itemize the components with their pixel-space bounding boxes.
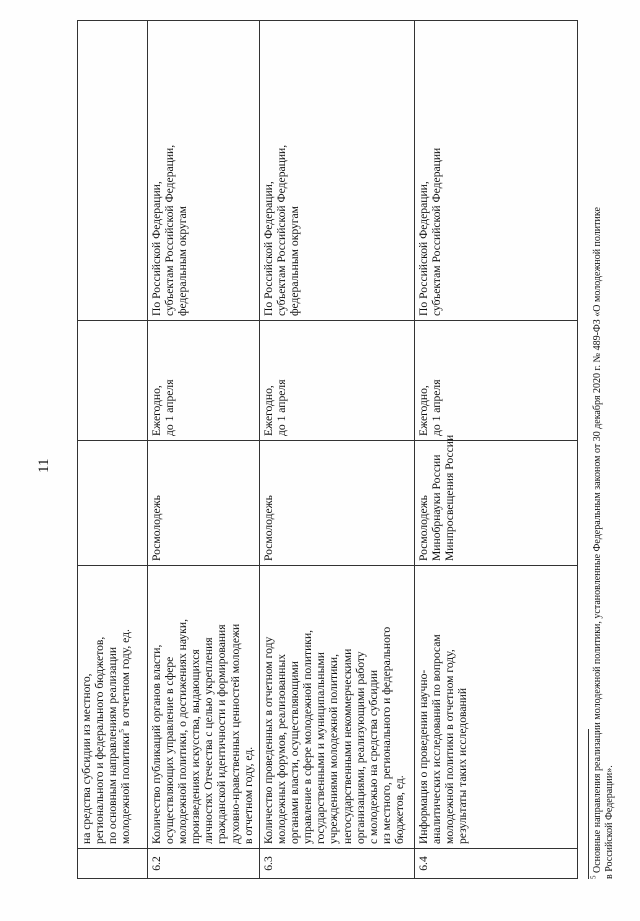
executor-cell	[78, 441, 148, 566]
period-cell	[78, 321, 148, 441]
executor-line: Минобрнауки России	[430, 454, 444, 561]
indicator-line: произведениях искусства, выдающихся	[189, 649, 203, 844]
row-number: 6.2	[148, 849, 260, 879]
executor-line: Росмолодежь	[417, 495, 430, 561]
indicator-line: регионального и федерального бюджетов,	[93, 636, 107, 844]
row-number: 6.3	[260, 849, 415, 879]
executor-line: Росмолодежь	[150, 495, 163, 561]
indicator-line: бюджетов, ед.	[392, 775, 406, 844]
footnote-divider	[588, 729, 589, 879]
indicator-line: органами власти, осуществляющими	[288, 661, 302, 844]
indicator-line: Количество проведенных в отчетном году	[262, 636, 275, 844]
level-cell	[148, 21, 260, 321]
level-line: субъектам Российской Федерации	[430, 147, 444, 316]
page-number: 11	[36, 458, 52, 473]
table-row	[148, 21, 260, 879]
table-row	[260, 21, 415, 879]
period-cell	[148, 321, 260, 441]
level-cell	[78, 21, 148, 321]
footnote-line: в Российской Федерации».	[604, 765, 615, 879]
footnote	[589, 21, 616, 879]
indicator-line: молодежной политики в отчетном году,	[443, 649, 457, 844]
table-row	[78, 21, 148, 879]
period-line: Ежегодно,	[262, 385, 275, 436]
indicator-cell	[148, 566, 260, 849]
indicator-line: негосударственными некоммерческими	[340, 648, 354, 844]
indicator-line	[119, 570, 132, 844]
indicator-line: организациями, реализующими работу	[353, 651, 367, 844]
row-number: 6.4	[415, 849, 578, 879]
indicators-table	[77, 20, 578, 879]
table-row	[415, 21, 578, 879]
indicator-line: аналитических исследований по вопросам	[430, 634, 444, 844]
indicator-line: личностях Отечества с целью укрепления	[202, 637, 216, 844]
indicator-line: духовно-нравственных ценностей молодежи	[228, 623, 242, 844]
period-cell	[260, 321, 415, 441]
indicator-cell	[260, 566, 415, 849]
footnote-line	[589, 21, 604, 879]
level-line: По Российской Федерации,	[150, 181, 163, 316]
indicator-line: Информация о проведении научно-	[417, 669, 430, 844]
indicator-line: молодежных форумов, реализованных	[275, 653, 289, 844]
footnote-ref: 5	[118, 729, 127, 733]
period-line: Ежегодно,	[417, 385, 430, 436]
footnote-text: Основные направления реализации молодежной политики, установленные Федеральным законом от 30 декабря 2020 г. № 489-ФЗ «О молодежной политике	[592, 207, 603, 876]
executor-line: Минпросвещения России	[443, 434, 457, 561]
period-line: до 1 апреля	[163, 379, 177, 436]
level-line: По Российской Федерации,	[262, 181, 275, 316]
level-line: федеральным округам	[288, 205, 302, 316]
period-cell	[415, 321, 578, 441]
level-line: федеральным округам	[176, 205, 190, 316]
footnote-marker: 5	[589, 875, 598, 879]
level-cell	[260, 21, 415, 321]
indicator-line: государственными и муниципальными	[314, 652, 328, 844]
indicator-line: результаты таких исследований	[456, 687, 470, 844]
indicator-line: учреждениями молодежной политики,	[327, 653, 341, 844]
indicator-line: управление в сфере молодежной политики,	[301, 629, 315, 844]
indicator-line: в отчетном году, ед.	[241, 746, 255, 844]
indicator-line: с молодежью на средства субсидии	[366, 669, 380, 844]
indicator-line: осуществляющих управление в сфере	[163, 656, 177, 844]
indicator-cell	[78, 566, 148, 849]
indicator-cell	[415, 566, 578, 849]
indicator-line: молодежной политики, о достижениях науки,	[176, 619, 190, 844]
indicator-text: в отчетном году, ед.	[119, 629, 133, 730]
indicator-line: гражданской идентичности и формирования	[215, 624, 229, 844]
period-line: до 1 апреля	[430, 379, 444, 436]
executor-cell	[148, 441, 260, 566]
indicator-line: Количество публикаций органов власти,	[150, 644, 163, 844]
indicator-line: на средства субсидии из местного,	[80, 673, 93, 844]
level-line: субъектам Российской Федерации,	[163, 144, 177, 316]
indicator-line: из местного, регионального и федерального	[379, 626, 393, 844]
executor-cell	[260, 441, 415, 566]
indicator-line: по основным направлениям реализации	[106, 646, 120, 844]
level-line: субъектам Российской Федерации,	[275, 144, 289, 316]
executor-line: Росмолодежь	[262, 495, 275, 561]
period-line: до 1 апреля	[275, 379, 289, 436]
level-line: По Российской Федерации,	[417, 181, 430, 316]
period-line: Ежегодно,	[150, 385, 163, 436]
row-number	[78, 849, 148, 879]
executor-cell	[415, 434, 578, 566]
indicator-text: молодежной политики	[119, 732, 133, 844]
level-cell	[415, 21, 578, 321]
